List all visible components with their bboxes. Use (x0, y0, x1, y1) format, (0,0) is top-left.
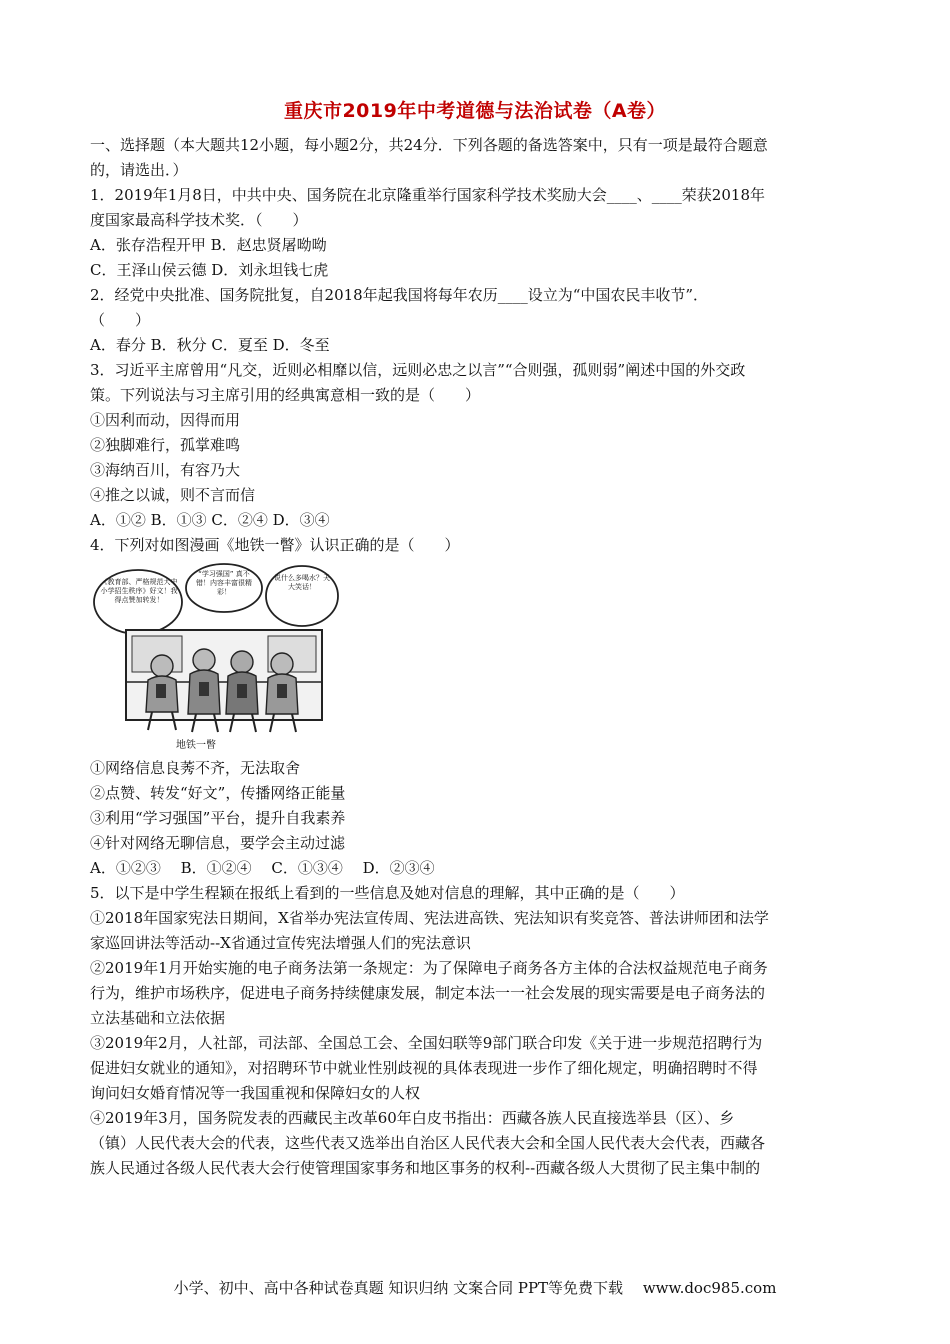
text-line: ①网络信息良莠不齐，无法取舍 (90, 759, 301, 777)
text-line: 2．经党中央批准、国务院批复，自2018年起我国将每年农历____设立为“中国农民丰收节”． (90, 286, 709, 304)
cartoon-caption: 地铁一瞥 (176, 740, 216, 751)
cartoon-image (92, 562, 342, 752)
text-line: 的，请选出．） (90, 161, 188, 179)
text-line: 4．下列对如图漫画《地铁一瞥》认识正确的是（ ） (90, 536, 460, 554)
text-line: 5．以下是中学生程颖在报纸上看到的一些信息及她对信息的理解，其中正确的是（ ） (90, 884, 685, 902)
text-line: 立法基础和立法依据 (90, 1009, 226, 1027)
text-line: 询问妇女婚育情况等一我国重视和保障妇女的人权 (90, 1084, 421, 1102)
bubble-right-text: 说什么多喝水？天大笑话！ (274, 574, 330, 591)
text-line: ①因利而动，因得而用 (90, 411, 241, 429)
text-line: ④2019年3月，国务院发表的西藏民主改革60年白皮书指出：西藏各族人民直接选举县（区）、乡 (90, 1109, 735, 1127)
page-footer: 小学、初中、高中各种试卷真题 知识归纳 文案合同 PPT等免费下载 www.doc985.com (173, 1279, 777, 1297)
text-line: C．王泽山侯云德 D．刘永坦钱七虎 (90, 261, 329, 279)
text-line: ②点赞、转发“好文”，传播网络正能量 (90, 784, 346, 802)
question-block-1 (90, 133, 860, 558)
text-line: A．①② B．①③ C．②④ D．③④ (90, 511, 330, 529)
text-line: ③2019年2月，人社部，司法部、全国总工会、全国妇联等9部门联合印发《关于进一步规范招聘行为 (90, 1034, 763, 1052)
text-line: A．张存浩程开甲 B．赵忠贤屠呦呦 (90, 236, 327, 254)
text-line: A．春分 B．秋分 C．夏至 D．冬至 (90, 336, 330, 354)
text-line: （镇）人民代表大会的代表，这些代表又选举出自治区人民代表大会和全国人民代表大会代表，西藏各 (90, 1134, 766, 1152)
text-line: 一、选择题（本大题共12小题，每小题2分，共24分．下列各题的备选答案中，只有一项是最符合题意 (90, 136, 768, 154)
page-title: 重庆市2019年中考道德与法治试卷（A卷） (283, 100, 667, 122)
text-line: 1．2019年1月8日，中共中央、国务院在北京隆重举行国家科学技术奖励大会____、____荣获2018年 (90, 186, 765, 204)
question-block-2 (90, 756, 860, 1181)
text-line: 度国家最高科学技术奖．（ ） (90, 211, 308, 229)
text-line: ③海纳百川，有容乃大 (90, 461, 241, 479)
text-line: ④针对网络无聊信息，要学会主动过滤 (90, 834, 346, 852)
text-line: ③利用“学习强国”平台，提升自我素养 (90, 809, 346, 827)
text-line: ④推之以诚，则不言而信 (90, 486, 256, 504)
text-line: ②2019年1月开始实施的电子商务法第一条规定：为了保障电子商务各方主体的合法权益规范电子商务 (90, 959, 768, 977)
text-line: 家巡回讲法等活动--X省通过宣传宪法增强人们的宪法意识 (90, 934, 471, 952)
bubble-middle-text: “学习强国” 真不错！内容丰富很精彩！ (196, 570, 252, 596)
text-line: ①2018年国家宪法日期间，X省举办宪法宣传周、宪法进高铁、宪法知识有奖竞答、普法讲师团和法学 (90, 909, 769, 927)
exam-page (90, 96, 860, 1181)
text-line: 促进妇女就业的通知》，对招聘环节中就业性别歧视的具体表现进一步作了细化规定，明确招聘时不得 (90, 1059, 758, 1077)
text-line: （ ） (90, 311, 151, 329)
text-line: 族人民通过各级人民代表大会行使管理国家事务和地区事务的权利--西藏各级人大贯彻了民主集中制的 (90, 1159, 761, 1177)
text-line: ②独脚难行，孤掌难鸣 (90, 436, 241, 454)
bubble-left-text: 《教育部、严格规范大中小学招生秩序》好文！我得点赞加转发！ (100, 578, 178, 604)
text-line: 3．习近平主席曾用“凡交，近则必相靡以信，远则必忠之以言”“合则强，孤则弱”阐述中国的外交政 (90, 361, 746, 379)
text-line: A．①②③ B．①②④ C．①③④ D．②③④ (90, 859, 435, 877)
text-line: 策。下列说法与习主席引用的经典寓意相一致的是（ ） (90, 386, 481, 404)
text-line: 行为，维护市场秩序，促进电子商务持续健康发展，制定本法一一社会发展的现实需要是电子商务法的 (90, 984, 766, 1002)
